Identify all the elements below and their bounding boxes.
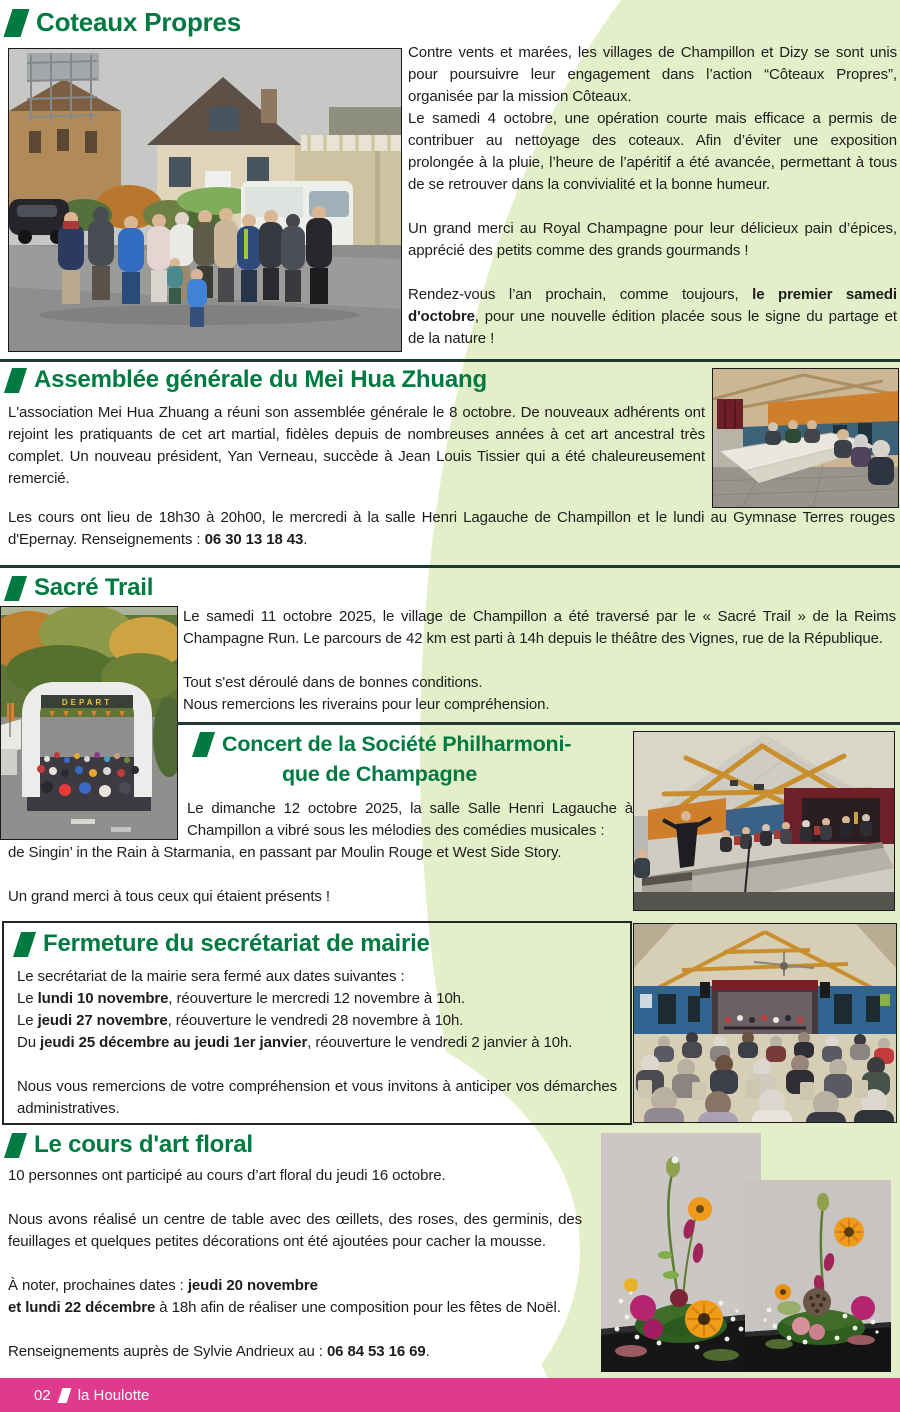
paragraph: Les cours ont lieu de 18h30 à 20h00, le mercredi à la salle Henri Lagauche de Champillon et le lundi au Gymnase Terres rouges d'Epernay. Renseignements : 06 30 13 18 43. xyxy=(8,509,895,548)
section-separator xyxy=(0,565,900,568)
section-header-art-floral xyxy=(8,1131,253,1159)
paragraph: Du jeudi 25 décembre au jeudi 1er janvier, réouverture le vendredi 2 janvier à 10h. xyxy=(17,1034,573,1051)
footer-brand: la Houlotte xyxy=(77,1386,150,1404)
mei-hua-schedule-text xyxy=(8,507,895,551)
section-header-fermeture xyxy=(17,930,617,958)
paragraph: Renseignements auprès de Sylvie Andrieux au : 06 84 53 16 69. xyxy=(8,1343,430,1360)
section-header-coteaux xyxy=(8,7,241,38)
paragraph: Rendez-vous l’an prochain, comme toujours, le premier samedi d'octobre, pour une nouvelle édition placée sous le signe du partage et de la nature ! xyxy=(408,286,897,347)
mei-hua-text xyxy=(8,402,705,490)
paragraph: Le jeudi 27 novembre, réouverture le vendredi 28 novembre à 10h. xyxy=(17,1012,464,1029)
art-floral-text xyxy=(8,1165,582,1363)
concert-text-thanks xyxy=(8,886,634,908)
section-title-art-floral: Le cours d'art floral xyxy=(34,1131,253,1158)
paragraph: Nous avons réalisé un centre de table avec des œillets, des roses, des germinis, des feuillages et quelques petites décorations ont été ajoutées pour cacher la mousse. xyxy=(8,1211,582,1250)
section-title-concert-line2: que de Champagne xyxy=(282,762,478,786)
paragraph: Un grand merci à tous ceux qui étaient présents ! xyxy=(8,888,330,905)
concert-orchestra-photo xyxy=(633,731,895,911)
section-slash-icon xyxy=(192,732,215,757)
floral-arrangement-photo-2 xyxy=(745,1180,891,1372)
sacre-trail-text xyxy=(183,606,896,716)
section-title-sacre-trail: Sacré Trail xyxy=(34,574,154,601)
section-title-concert-line1: Concert de la Société Philharmoni- xyxy=(222,732,572,756)
paragraph: L'association Mei Hua Zhuang a réuni son assemblée générale le 8 octobre. De nouveaux adhérents ont rejoint les pratiquants de cet art martial, fidèles depuis de nombreuses années à cet art ancestral très complet. Un nouveau président, Yan Verneau, succède à Jean Louis Tissier qui a été chaleureusement remercié. xyxy=(8,404,705,487)
assembly-meeting-photo xyxy=(712,368,899,508)
paragraph: Le secrétariat de la mairie sera fermé aux dates suivantes : xyxy=(17,968,405,985)
coteaux-text xyxy=(408,42,897,350)
section-title-fermeture: Fermeture du secrétariat de mairie xyxy=(43,930,430,957)
paragraph: À noter, prochaines dates : jeudi 20 novembre xyxy=(8,1277,318,1294)
paragraph: Un grand merci au Royal Champagne pour leur délicieux pain d’épices, apprécié des petits comme des grands gourmands ! xyxy=(408,220,897,259)
depart-banner-text: DEPART xyxy=(61,698,113,707)
floral-arrangement-photo-1 xyxy=(601,1133,761,1372)
section-header-mei-hua xyxy=(8,366,487,394)
footer-bar xyxy=(0,1378,900,1412)
section-slash-icon xyxy=(4,1133,27,1158)
paragraph: et lundi 22 décembre à 18h afin de réaliser une composition pour les fêtes de Noël. xyxy=(8,1299,561,1316)
paragraph: Nous vous remercions de votre compréhension et vous invitons à anticiper vos démarches administratives. xyxy=(17,1078,617,1117)
footer-page-number: 02 xyxy=(34,1386,51,1404)
paragraph: Le lundi 10 novembre, réouverture le mercredi 12 novembre à 10h. xyxy=(17,990,465,1007)
footer-slash-icon xyxy=(57,1388,71,1403)
section-separator xyxy=(0,359,900,362)
paragraph: Le dimanche 12 octobre 2025, la salle Salle Henri Lagauche à Champillon a vibré sous les mélodies des comédies musicales : xyxy=(187,800,633,839)
coteaux-photo-illustration xyxy=(9,49,401,351)
section-slash-icon xyxy=(13,932,36,957)
section-title-mei-hua: Assemblée générale du Mei Hua Zhuang xyxy=(34,366,487,393)
section-header-sacre-trail xyxy=(8,574,153,602)
paragraph: Le samedi 11 octobre 2025, le village de Champillon a été traversé par le « Sacré Trail » de la Reims Champagne Run. Le parcours de 42 km est parti à 14h depuis le théâtre des Vignes, rue de la République. xyxy=(183,608,896,647)
section-title-coteaux: Coteaux Propres xyxy=(36,7,242,37)
section-slash-icon xyxy=(4,368,27,393)
coteaux-group-photo xyxy=(8,48,402,352)
trail-start-photo xyxy=(0,606,178,840)
concert-text-indented xyxy=(187,798,633,842)
section-header-concert xyxy=(196,732,571,757)
section-slash-icon xyxy=(4,576,27,601)
paragraph: 10 personnes ont participé au cours d’art floral du jeudi 16 octobre. xyxy=(8,1167,446,1184)
audience-photo xyxy=(633,923,897,1123)
paragraph: Le samedi 4 octobre, une opération courte mais efficace a permis de contribuer au nettoyage des coteaux. Afin d’éviter une exposition prolongée à la pluie, l’heure de l’apéritif a été avancée, permettant à tous de se retrouver dans la convivialité et la bonne humeur. xyxy=(408,110,897,193)
paragraph: de Singin’ in the Rain à Starmania, en passant par Moulin Rouge et West Side Story. xyxy=(8,844,562,861)
fermeture-box xyxy=(2,921,632,1125)
paragraph: Tout s'est déroulé dans de bonnes conditions. xyxy=(183,674,483,691)
concert-text-continuation xyxy=(8,842,634,864)
concert-section-separator xyxy=(177,722,900,725)
section-slash-icon xyxy=(3,9,29,37)
paragraph: Nous remercions les riverains pour leur compréhension. xyxy=(183,696,550,713)
fermeture-text xyxy=(17,966,617,1120)
paragraph: Contre vents et marées, les villages de Champillon et Dizy se sont unis pour poursuivre leur engagement dans l’action “Côteaux Propres”, organisée par la mission Côteaux. xyxy=(408,44,897,105)
